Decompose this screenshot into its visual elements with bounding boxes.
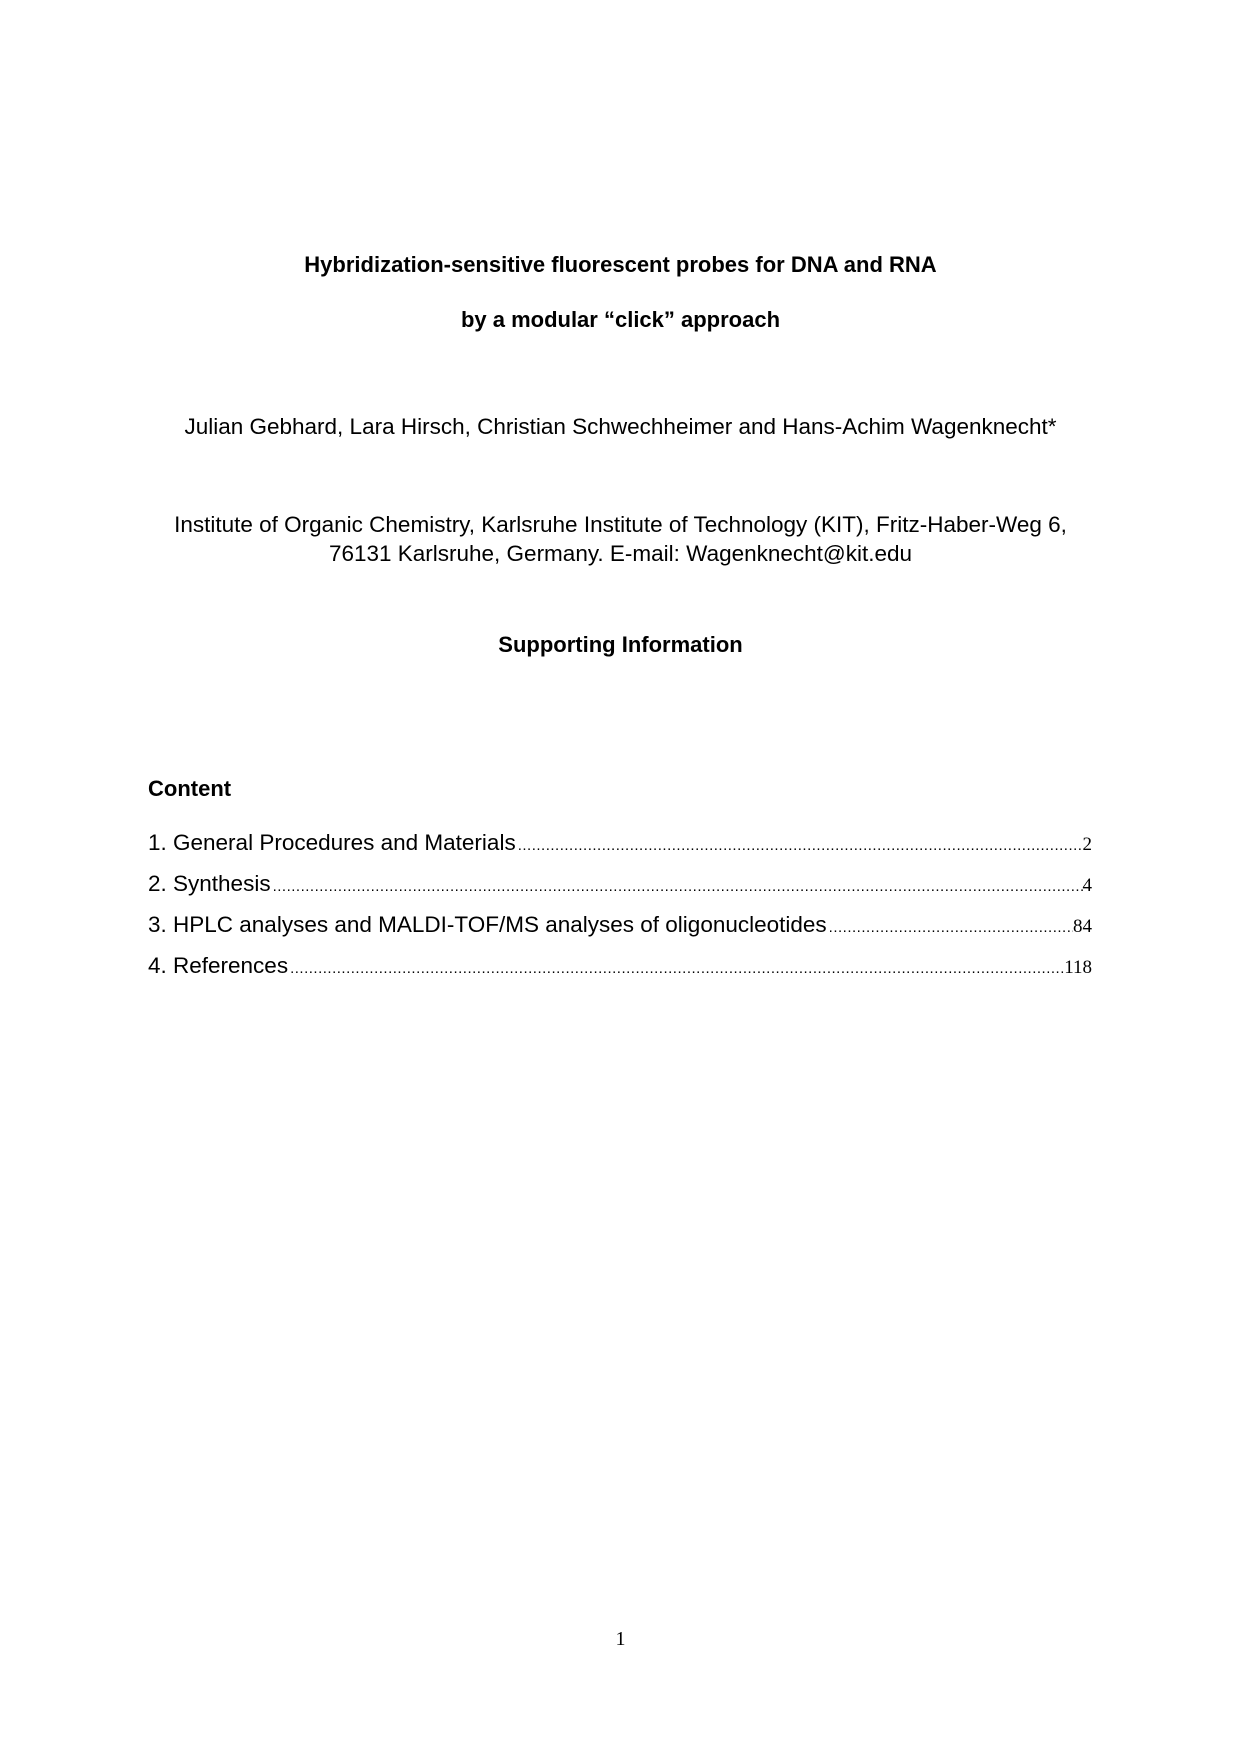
toc-entry-page: 118 <box>1064 957 1092 978</box>
affiliation-line-1: Institute of Organic Chemistry, Karlsruhe Institute of Technology (KIT), Fritz-Haber-Weg 6, <box>174 512 1067 537</box>
toc-heading: Content <box>148 776 232 801</box>
toc-entry[interactable] <box>148 912 1092 953</box>
toc-dot-leader <box>827 919 1073 936</box>
toc-entry-page: 4 <box>1082 875 1092 896</box>
toc-entry-page: 2 <box>1082 834 1092 855</box>
toc-entry-label: 4. References <box>148 953 289 978</box>
table-of-contents <box>148 830 1092 994</box>
toc-dot-leader <box>288 960 1064 977</box>
paper-title-line-1: Hybridization-sensitive fluorescent probes for DNA and RNA <box>304 252 937 277</box>
toc-entry[interactable] <box>148 830 1092 871</box>
affiliation-line-2: 76131 Karlsruhe, Germany. E-mail: Wagenknecht@kit.edu <box>328 541 913 566</box>
toc-entry-label: 2. Synthesis <box>148 871 271 896</box>
toc-entry[interactable] <box>148 871 1092 912</box>
toc-dot-leader <box>516 837 1083 854</box>
toc-entry-page: 84 <box>1073 916 1092 937</box>
toc-dot-leader <box>271 878 1083 895</box>
page-number: 1 <box>615 1628 626 1650</box>
toc-entry[interactable] <box>148 953 1092 994</box>
toc-entry-label: 1. General Procedures and Materials <box>148 830 516 855</box>
author-list: Julian Gebhard, Lara Hirsch, Christian Schwechheimer and Hans-Achim Wagenknecht* <box>184 414 1057 439</box>
paper-title-line-2: by a modular “click” approach <box>460 307 781 332</box>
supporting-information-heading: Supporting Information <box>498 632 743 657</box>
toc-entry-label: 3. HPLC analyses and MALDI-TOF/MS analyses of oligonucleotides <box>148 912 827 937</box>
